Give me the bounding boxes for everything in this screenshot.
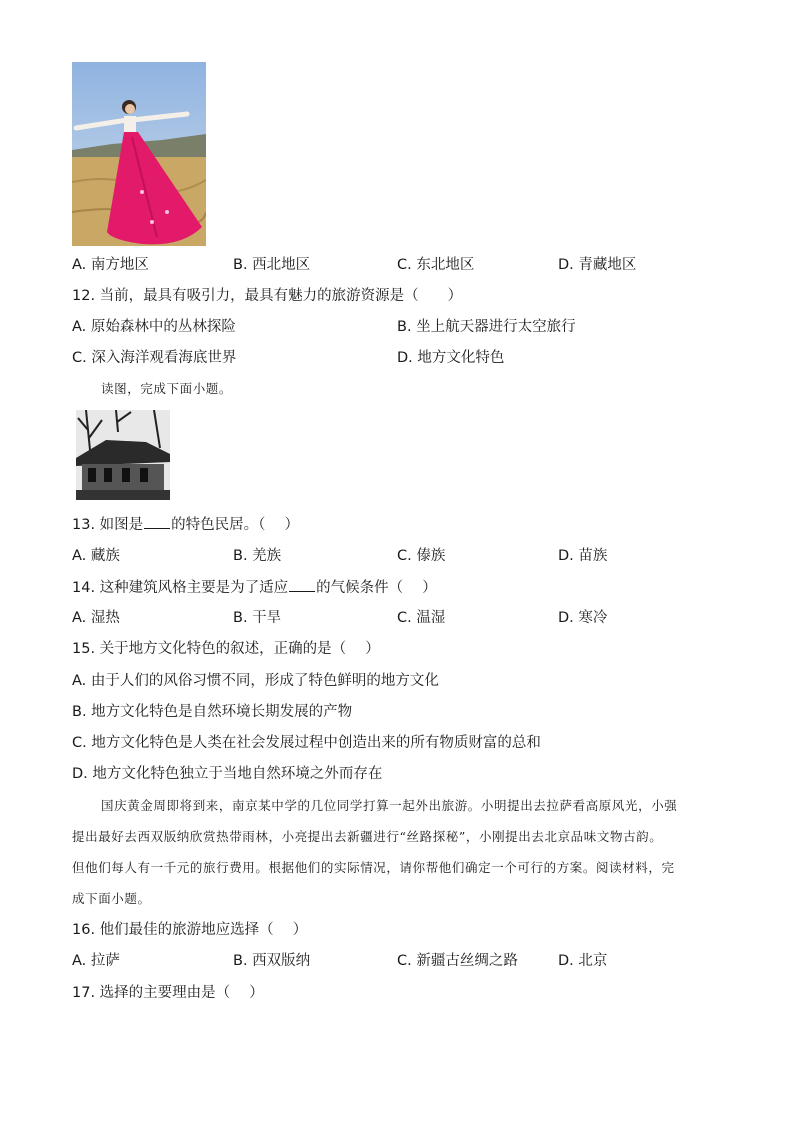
q14-stem-after: 的气候条件（ ） (316, 580, 437, 596)
passage-line-1: 国庆黄金周即将到来，南京某中学的几位同学打算一起外出旅游。小明提出去拉萨看高原风光，小强 (101, 798, 678, 813)
q13-option-b: B. 羌族 (233, 548, 282, 564)
q14-stem-before: 14. 这种建筑风格主要是为了适应 (72, 580, 289, 596)
q12-stem: 12. 当前，最具有吸引力，最具有魅力的旅游资源是（ ） (72, 288, 463, 304)
q12-option-c: C. 深入海洋观看海底世界 (72, 350, 237, 366)
q13-stem-after: 的特色民居。（ ） (171, 517, 300, 533)
q14-option-d: D. 寒冷 (558, 610, 608, 626)
answer-blank (289, 578, 315, 592)
q16-option-b: B. 西双版纳 (233, 953, 311, 969)
q11-option-c: C. 东北地区 (397, 257, 475, 273)
q16-stem: 16. 他们最佳的旅游地应选择（ ） (72, 922, 308, 938)
intro-13-14: 读图，完成下面小题。 (101, 381, 233, 396)
photo-ethnic-house (76, 410, 170, 500)
q13-option-d: D. 苗族 (558, 548, 608, 564)
q14-stem (72, 578, 437, 597)
answer-blank (144, 515, 170, 529)
q17-stem: 17. 选择的主要理由是（ ） (72, 985, 264, 1001)
q14-option-a: A. 湿热 (72, 610, 120, 626)
q15-option-c: C. 地方文化特色是人类在社会发展过程中创造出来的所有物质财富的总和 (72, 735, 541, 751)
q16-option-d: D. 北京 (558, 953, 608, 969)
q15-option-b: B. 地方文化特色是自然环境长期发展的产物 (72, 704, 353, 720)
q16-option-a: A. 拉萨 (72, 953, 120, 969)
q15-option-d: D. 地方文化特色独立于当地自然环境之外而存在 (72, 766, 383, 782)
q15-stem: 15. 关于地方文化特色的叙述，正确的是（ ） (72, 641, 380, 657)
q13-option-c: C. 傣族 (397, 548, 446, 564)
q12-option-a: A. 原始森林中的丛林探险 (72, 319, 236, 335)
q13-option-a: A. 藏族 (72, 548, 120, 564)
passage-line-2: 提出最好去西双版纳欣赏热带雨林，小亮提出去新疆进行“丝路探秘”，小刚提出去北京品味文物古韵。 (72, 829, 663, 844)
q12-option-b: B. 坐上航天器进行太空旅行 (397, 319, 576, 335)
photo-traditional-dress (72, 62, 206, 246)
q14-option-c: C. 温湿 (397, 610, 446, 626)
q11-option-a: A. 南方地区 (72, 257, 149, 273)
q14-option-b: B. 干旱 (233, 610, 282, 626)
q16-option-c: C. 新疆古丝绸之路 (397, 953, 518, 969)
q15-option-a: A. 由于人们的风俗习惯不同，形成了特色鲜明的地方文化 (72, 673, 439, 689)
q11-option-b: B. 西北地区 (233, 257, 311, 273)
q12-option-d: D. 地方文化特色 (397, 350, 505, 366)
passage-line-3: 但他们每人有一千元的旅行费用。根据他们的实际情况，请你帮他们确定一个可行的方案。阅读材料，完 (72, 860, 675, 875)
q11-option-d: D. 青藏地区 (558, 257, 637, 273)
q13-stem (72, 515, 299, 534)
q13-stem-before: 13. 如图是 (72, 517, 144, 533)
passage-line-4: 成下面小题。 (72, 891, 151, 906)
